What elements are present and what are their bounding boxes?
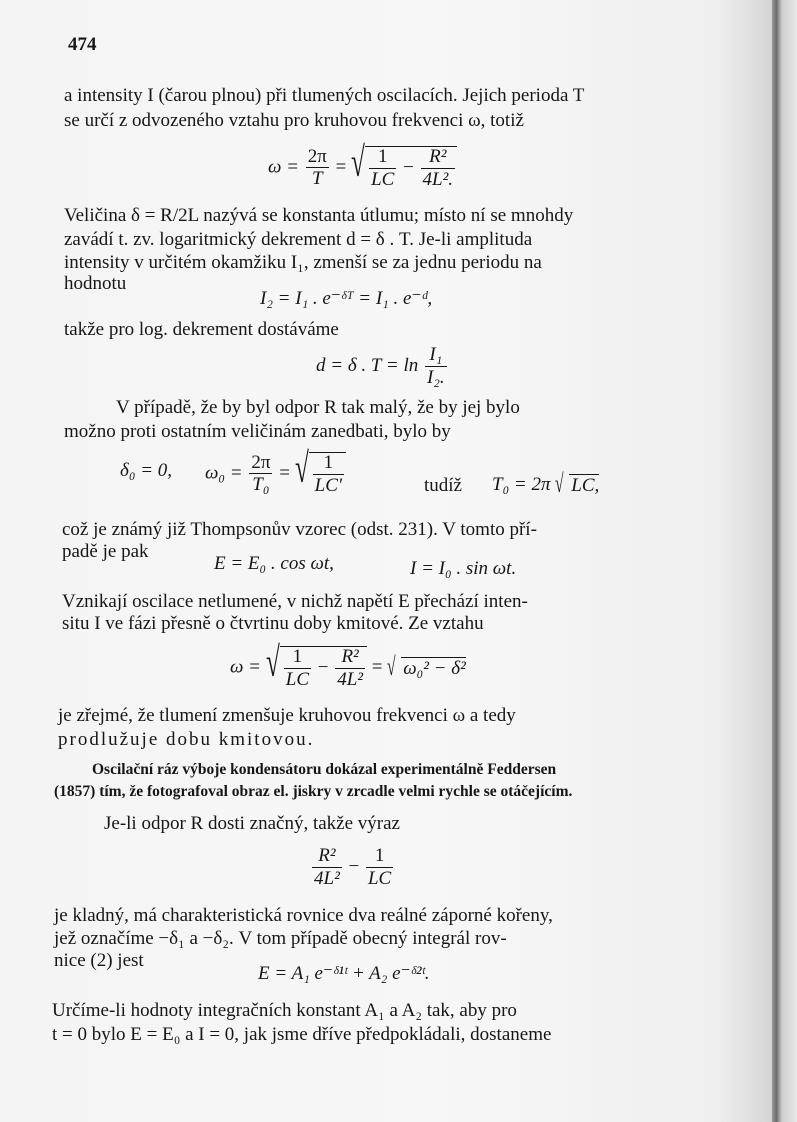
text-line: t = 0 bylo E = E₀ a I = 0, jak jsme dříve předpokládali, dostaneme [52,1024,552,1045]
numerator: 1 [377,146,388,167]
formula-i-sin: I = I₀ . sin ωt. [410,558,517,579]
text-line: je kladný, má charakteristická rovnice dva reálné záporné kořeny, [54,905,553,926]
text-line: a intensity I (čarou plnou) při tlumených oscilacích. Jejich perioda T [64,85,585,106]
formula-vyraz: $\frac{\text{R²}}{\text{4L²}}$ − $\frac{1}{LC}$ [314,845,392,889]
text-line: což je známý již Thompsonův vzorec (odst. 231). V tomto pří- [62,519,537,540]
text-line: takže pro log. dekrement dostáváme [64,319,339,340]
formula-omega0: ω₀ = $\frac{2\pi}{\text{T₀}}$ = √ $\frac{1}{LC'}$ [205,452,346,497]
text-line: Veličina δ = R/2L nazývá se konstanta útlumu; místo ní se mnohdy [64,205,574,226]
formula-omega2-rhs: ω₀² − δ² [403,657,466,679]
text-line: V případě, že by byl odpor R tak malý, že by jej bylo [116,397,520,418]
footnote-line: Oscilační ráz výboje kondensátoru dokázal experimentálně Feddersen [92,761,557,778]
text-line: Vznikají oscilace netlumené, v nichž napětí E přechází inten- [62,591,528,612]
numerator: 2π [251,451,271,473]
formula-omega-damped: ω = √ $\frac{1}{LC}$ − $\frac{\text{R²}}{\text{4L²}}$ = √ ω₀² − δ² [230,640,466,690]
formula-t0-lhs: T₀ = 2π [492,474,551,495]
equals-sign: = [371,656,383,678]
text-line: Je-li odpor R dosti značný, takže výraz [104,813,400,834]
formula-omega2-lhs: ω = [230,656,261,678]
text-line: možno proti ostatním veličinám zanedbati, bylo by [64,421,451,442]
formula-log-decrement [316,345,449,389]
numerator: R² [318,845,336,866]
denominator: LC [367,867,392,889]
numerator: 1 [323,452,334,473]
text-line: hodnotu [64,273,127,294]
fraction [306,147,329,191]
text-line: nice (2) jest [54,950,144,971]
formula-e-cos: E = E₀ . cos ωt, [214,553,334,574]
text-line: intensity v určitém okamžiku I₁, zmenší se za jednu periodu na [64,252,542,273]
text-line: Určíme-li hodnoty integračních konstant A₁ a A₂ tak, aby pro [52,1000,517,1021]
numerator: I₁ [429,344,443,365]
denominator: T [306,167,329,190]
denominator: LC [371,168,395,190]
formula-delta0: δ₀ = 0, [120,460,173,481]
denominator: 4L². [422,168,454,190]
numerator: 2π [307,145,327,167]
denominator: 4L² [337,668,363,690]
numerator: R² [341,646,359,667]
text-line: je zřejmé, že tlumení zmenšuje kruhovou frekvenci ω a tedy [58,705,516,726]
formula-i2: I₂ = I₁ . e⁻ᵟᵀ = I₁ . e⁻ᵈ, [260,288,433,309]
formula-t0-sqrt: LC, [571,475,600,497]
formula-omega: ω = $\frac{2\pi}{T}$ = √ $\frac{1}{LC}$ − $\frac{\text{R²}}{\text{4L².}}$ [268,146,457,191]
numerator: 1 [374,845,385,866]
denominator: 4L² [314,867,340,889]
text-line: zavádí t. zv. logaritmický dekrement d = δ . T. Je-li amplituda [64,229,533,250]
denominator: LC' [314,474,342,496]
formula-general-integral: E = A₁ e⁻ᵟ¹ᵗ + A₂ e⁻ᵟ²ᵗ. [258,963,430,984]
text-line: prodlužuje dobu kmitovou. [58,729,315,750]
text-line: se určí z odvozeného vztahu pro kruhovou frekvenci ω, totiž [64,110,524,131]
denominator: T₀ [249,473,272,496]
text-line: padě je pak [62,541,149,562]
text-tudiz: tudíž [424,475,462,496]
formula-omega0-lhs: ω₀ = [205,462,243,484]
formula-d-lhs: d = δ . T = ln [316,355,419,377]
formula-t0: T₀ = 2π √ LC, [492,469,600,499]
numerator: 1 [292,646,303,667]
text-line: jež označíme −δ₁ a −δ₂. V tom případě obecný integrál rov- [54,928,507,949]
formula-omega-lhs: ω = [268,156,299,178]
page-edge-shadow [772,0,797,1122]
square-root: √ $\frac{1}{LC}$ − $\frac{\text{R²}}{\text{4L².}}$ [351,146,457,191]
denominator: I₂. [426,366,445,388]
text-line: situ I ve fázi přesně o čtvrtinu doby kmitové. Ze vztahu [62,613,484,634]
denominator: LC [285,668,309,690]
footnote-line: (1857) tím, že fotografoval obraz el. jiskry v zrcadle velmi rychle se otáčejícím. [54,783,573,800]
numerator: R² [429,146,447,167]
page-number: 474 [68,34,97,55]
